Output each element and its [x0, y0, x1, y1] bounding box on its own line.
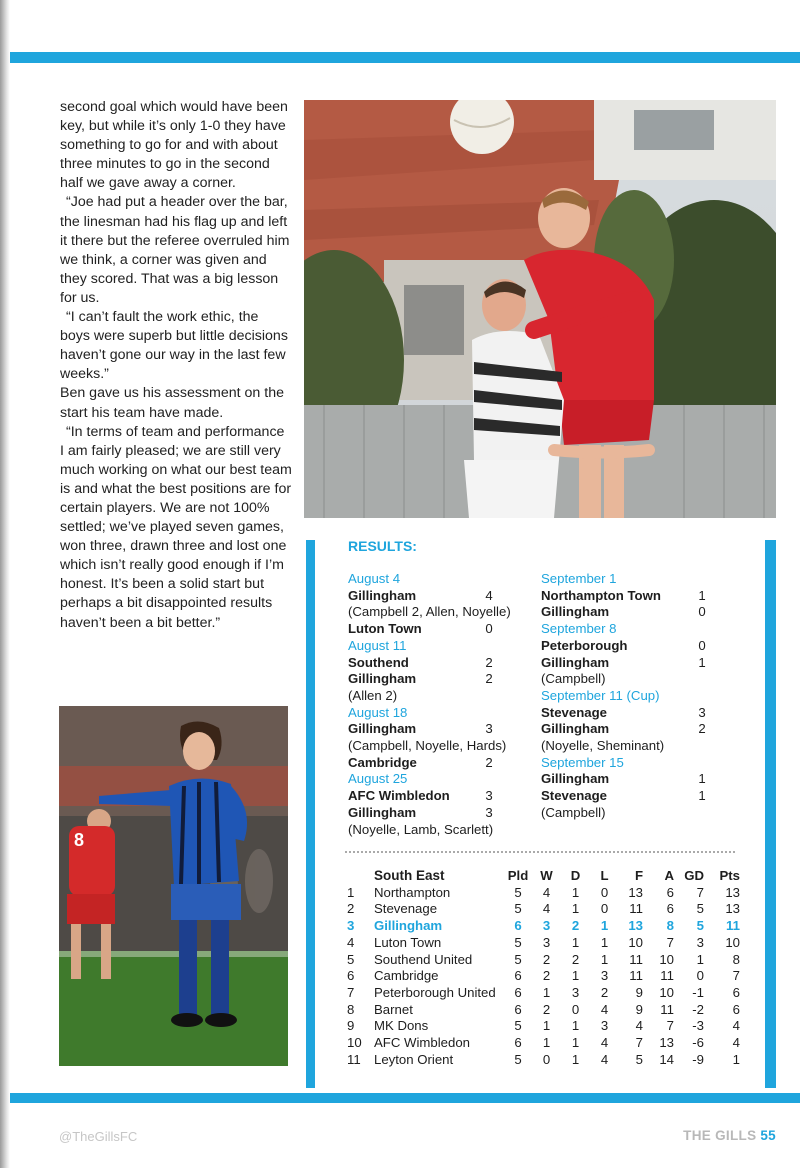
- goal-scorers: (Campbell, Noyelle, Hards): [348, 738, 507, 754]
- league-table-body: [343, 885, 740, 1069]
- cell-d: 0: [571, 1001, 580, 1017]
- results-accent-right: [765, 540, 776, 1088]
- cell-pos: 7: [347, 984, 355, 1000]
- cell-a: 11: [660, 1001, 674, 1017]
- cell-a: 6: [666, 901, 674, 917]
- cell-team: Leyton Orient: [374, 1051, 454, 1067]
- team-score: 3: [485, 721, 493, 737]
- table-row: [343, 918, 740, 935]
- header-challenge-photo: [304, 100, 776, 518]
- team-name: Gillingham: [348, 721, 417, 737]
- cell-pts: 13: [725, 884, 740, 900]
- cell-gd: -1: [692, 984, 704, 1000]
- cell-a: 6: [666, 884, 674, 900]
- team-score: 0: [698, 637, 706, 653]
- header-against: A: [664, 868, 674, 883]
- team-score: 2: [485, 671, 493, 687]
- fixture-date: September 8: [541, 621, 617, 637]
- cell-pos: 9: [347, 1018, 355, 1034]
- fixture-line: [541, 705, 711, 722]
- cell-pos: 2: [347, 901, 355, 917]
- cell-f: 7: [635, 1035, 643, 1051]
- cell-team: Barnet: [374, 1001, 413, 1017]
- youth-player-illustration: [59, 706, 288, 1066]
- header-played: Pld: [507, 868, 529, 883]
- cell-team: Cambridge: [374, 968, 439, 984]
- cell-pos: 10: [347, 1035, 362, 1051]
- fixture-date: August 4: [348, 571, 401, 586]
- fixture-line: [348, 671, 518, 688]
- cell-a: 13: [659, 1035, 674, 1051]
- results-accent-left: [306, 540, 315, 1088]
- article-text: [60, 98, 292, 633]
- cell-w: 1: [542, 1035, 551, 1051]
- cell-d: 2: [571, 918, 580, 934]
- team-name: Gillingham: [348, 671, 417, 687]
- cell-a: 10: [659, 951, 674, 967]
- cell-team: Stevenage: [374, 901, 438, 917]
- cell-w: 3: [542, 918, 551, 934]
- team-name: Gillingham: [541, 721, 610, 737]
- cell-pts: 13: [725, 901, 740, 917]
- bottom-accent-band: [10, 1093, 800, 1103]
- cell-pts: 8: [732, 951, 740, 967]
- goal-scorers: (Noyelle, Lamb, Scarlett): [348, 821, 494, 837]
- league-title: South East: [374, 868, 445, 883]
- header-for: F: [634, 868, 643, 883]
- fixture-line: [541, 655, 711, 672]
- magazine-title: THE GILLS: [683, 1128, 757, 1143]
- fixture-line: [348, 655, 518, 672]
- cell-gd: -3: [692, 1018, 704, 1034]
- cell-l: 1: [600, 951, 609, 967]
- cell-a: 8: [666, 918, 674, 934]
- cell-pld: 5: [514, 951, 522, 967]
- cell-l: 2: [600, 984, 609, 1000]
- goal-scorers: (Noyelle, Sheminant): [541, 738, 665, 754]
- cell-gd: -2: [692, 1001, 704, 1017]
- header-position: [343, 868, 374, 885]
- cell-f: 9: [635, 984, 643, 1000]
- table-row: [343, 952, 740, 969]
- cell-d: 1: [571, 1035, 580, 1051]
- cell-f: 13: [628, 884, 643, 900]
- cell-l: 4: [600, 1035, 609, 1051]
- header-won: W: [540, 868, 553, 883]
- team-score: 1: [698, 587, 706, 603]
- cell-f: 11: [629, 968, 643, 984]
- fixture-date: August 11: [348, 637, 407, 653]
- cell-pos: 8: [347, 1001, 355, 1017]
- cell-a: 10: [659, 984, 674, 1000]
- cell-pld: 6: [514, 968, 522, 984]
- header-goal-difference: GD: [684, 868, 704, 883]
- team-name: Peterborough: [541, 637, 628, 653]
- team-name: Gillingham: [348, 804, 417, 820]
- page-number: 55: [760, 1128, 776, 1143]
- cell-f: 4: [635, 1018, 643, 1034]
- table-row: [343, 1002, 740, 1019]
- cell-pos: 11: [347, 1051, 361, 1067]
- team-score: 3: [485, 788, 493, 804]
- page-gutter-shadow: [0, 0, 10, 1168]
- team-name: Stevenage: [541, 788, 607, 804]
- team-score: 2: [485, 654, 493, 670]
- results-divider: [345, 851, 735, 853]
- team-score: 3: [485, 804, 493, 820]
- cell-w: 1: [542, 1018, 551, 1034]
- cell-d: 1: [571, 901, 580, 917]
- team-name: Southend: [348, 654, 409, 670]
- cell-pld: 5: [514, 934, 522, 950]
- page-footer: [683, 1128, 776, 1143]
- goal-scorers: (Allen 2): [348, 687, 398, 703]
- cell-f: 13: [628, 918, 643, 934]
- cell-d: 1: [571, 884, 580, 900]
- cell-f: 5: [635, 1051, 643, 1067]
- table-row: [343, 968, 740, 985]
- cell-team: Northampton: [374, 884, 451, 900]
- cell-team: AFC Wimbledon: [374, 1035, 471, 1051]
- article-paragraph: “Joe had put a header over the bar, the linesman had his flag up and left it there but the referee overruled him we think, a corner was given and they scored. That was a big lesson for us.: [60, 194, 290, 306]
- fixture-line: [541, 604, 711, 621]
- table-row: [343, 985, 740, 1002]
- results-column-september: [541, 571, 711, 822]
- article-paragraph: Ben gave us his assessment on the start his team have made.: [60, 385, 284, 421]
- team-score: 1: [698, 654, 706, 670]
- fixture-line: [348, 755, 518, 772]
- cell-gd: 1: [696, 951, 704, 967]
- cell-gd: -6: [692, 1035, 704, 1051]
- table-row: [343, 1052, 740, 1069]
- table-row: [343, 1035, 740, 1052]
- header-challenge-illustration: [304, 100, 776, 518]
- cell-gd: 5: [696, 918, 704, 934]
- fixture-line: [348, 721, 518, 738]
- cell-pos: 4: [347, 934, 355, 950]
- fixture-date: August 18: [348, 704, 408, 720]
- goal-scorers: (Campbell): [541, 671, 606, 687]
- cell-pos: 5: [347, 951, 355, 967]
- cell-pos: 6: [347, 968, 355, 984]
- cell-gd: 5: [696, 901, 704, 917]
- results-heading: RESULTS:: [348, 538, 417, 554]
- cell-pld: 6: [514, 1001, 522, 1017]
- cell-d: 1: [571, 1051, 580, 1067]
- cell-pts: 7: [732, 968, 740, 984]
- cell-a: 7: [666, 934, 674, 950]
- cell-f: 9: [635, 1001, 643, 1017]
- cell-d: 1: [571, 1018, 580, 1034]
- team-name: Cambridge: [348, 754, 417, 770]
- team-name: Stevenage: [541, 704, 607, 720]
- fixture-date: September 1: [541, 571, 617, 586]
- cell-l: 4: [600, 1051, 609, 1067]
- team-name: Northampton Town: [541, 587, 661, 603]
- cell-w: 1: [542, 984, 551, 1000]
- team-name: Gillingham: [541, 604, 610, 620]
- cell-a: 7: [666, 1018, 674, 1034]
- cell-w: 2: [542, 968, 551, 984]
- fixture-line: [541, 588, 711, 605]
- header-lost: L: [600, 868, 609, 883]
- team-score: 0: [485, 621, 493, 637]
- cell-pld: 5: [514, 884, 522, 900]
- cell-l: 3: [600, 1018, 609, 1034]
- cell-f: 11: [629, 951, 643, 967]
- team-score: 1: [698, 788, 706, 804]
- fixture-date: August 25: [348, 771, 408, 787]
- cell-pts: 10: [725, 934, 740, 950]
- article-paragraph: “I can’t fault the work ethic, the boys were superb but little decisions haven’t gone our way in the last few weeks.”: [60, 309, 288, 383]
- fixture-date: September 11 (Cup): [541, 687, 660, 703]
- cell-f: 11: [629, 901, 643, 917]
- cell-gd: 3: [696, 934, 704, 950]
- fixture-line: [541, 721, 711, 738]
- table-row: [343, 901, 740, 918]
- table-row: [343, 1018, 740, 1035]
- cell-l: 3: [600, 968, 609, 984]
- cell-gd: -9: [692, 1051, 704, 1067]
- fixture-line: [541, 788, 711, 805]
- cell-gd: 7: [696, 884, 704, 900]
- cell-w: 4: [542, 901, 551, 917]
- cell-w: 2: [542, 951, 551, 967]
- cell-w: 0: [542, 1051, 551, 1067]
- cell-l: 0: [600, 884, 609, 900]
- team-name: Gillingham: [541, 654, 610, 670]
- top-accent-band: [10, 52, 800, 63]
- team-score: 2: [698, 721, 706, 737]
- cell-pos: 1: [347, 884, 355, 900]
- cell-d: 3: [571, 984, 580, 1000]
- fixture-line: [348, 621, 518, 638]
- goal-scorers: (Campbell): [541, 804, 606, 820]
- cell-f: 10: [628, 934, 643, 950]
- cell-pld: 5: [514, 1051, 522, 1067]
- article-paragraph: second goal which would have been key, but while it’s only 1-0 they have something to go for and with about three minutes to go in the second half we gave away a corner.: [60, 99, 288, 192]
- team-name: Luton Town: [348, 621, 422, 637]
- cell-gd: 0: [696, 968, 704, 984]
- fixture-line: [348, 788, 518, 805]
- league-table-header: [343, 868, 740, 885]
- team-score: 0: [698, 604, 706, 620]
- cell-pos: 3: [347, 918, 355, 934]
- team-score: 2: [485, 754, 493, 770]
- cell-pld: 6: [514, 918, 522, 934]
- youth-player-photo: [59, 706, 288, 1066]
- team-name: AFC Wimbledon: [348, 788, 450, 804]
- cell-pld: 6: [514, 1035, 522, 1051]
- cell-team: MK Dons: [374, 1018, 429, 1034]
- cell-l: 0: [600, 901, 609, 917]
- table-row: [343, 885, 740, 902]
- cell-l: 1: [600, 934, 609, 950]
- cell-pld: 5: [514, 1018, 522, 1034]
- team-score: 1: [698, 771, 706, 787]
- twitter-handle: @TheGillsFC: [59, 1129, 138, 1144]
- fixture-date: September 15: [541, 754, 624, 770]
- cell-l: 1: [600, 918, 609, 934]
- article-paragraph: “In terms of team and performance I am fairly pleased; we are still very much working on what our best team is and what the best positions are for certain players. We are not 100% settled; we’ve played seven games, won three, drawn three and lost one which isn’t really good enough if I’m honest. It’s been a solid start but perhaps a bit disappointed results haven’t been a bit better.”: [60, 423, 292, 631]
- fixture-line: [541, 771, 711, 788]
- cell-a: 11: [660, 968, 674, 984]
- fixture-line: [348, 588, 518, 605]
- team-score: 3: [698, 704, 706, 720]
- team-name: Gillingham: [541, 771, 610, 787]
- cell-pts: 6: [732, 1001, 740, 1017]
- cell-w: 3: [542, 934, 551, 950]
- header-points: Pts: [719, 868, 740, 883]
- team-name: Gillingham: [348, 587, 417, 603]
- table-row: [343, 935, 740, 952]
- cell-pts: 11: [726, 918, 740, 934]
- cell-d: 2: [571, 951, 580, 967]
- cell-pts: 1: [732, 1051, 740, 1067]
- cell-team: Gillingham: [374, 918, 443, 934]
- cell-pld: 6: [514, 984, 522, 1000]
- fixture-line: [348, 805, 518, 822]
- cell-d: 1: [571, 934, 580, 950]
- cell-w: 2: [542, 1001, 551, 1017]
- cell-team: Luton Town: [374, 934, 442, 950]
- league-table: [343, 868, 740, 1068]
- cell-d: 1: [571, 968, 580, 984]
- cell-team: Southend United: [374, 951, 473, 967]
- team-score: 4: [485, 587, 493, 603]
- header-drawn: D: [570, 868, 581, 883]
- cell-pts: 4: [732, 1035, 740, 1051]
- cell-pts: 4: [732, 1018, 740, 1034]
- cell-pld: 5: [514, 901, 522, 917]
- fixture-line: [541, 638, 711, 655]
- results-column-august: [348, 571, 518, 838]
- svg-text:8: 8: [74, 830, 85, 850]
- cell-a: 14: [659, 1051, 674, 1067]
- cell-team: Peterborough United: [374, 984, 496, 1000]
- cell-l: 4: [600, 1001, 609, 1017]
- cell-pts: 6: [732, 984, 740, 1000]
- goal-scorers: (Campbell 2, Allen, Noyelle): [348, 604, 511, 620]
- cell-w: 4: [542, 884, 551, 900]
